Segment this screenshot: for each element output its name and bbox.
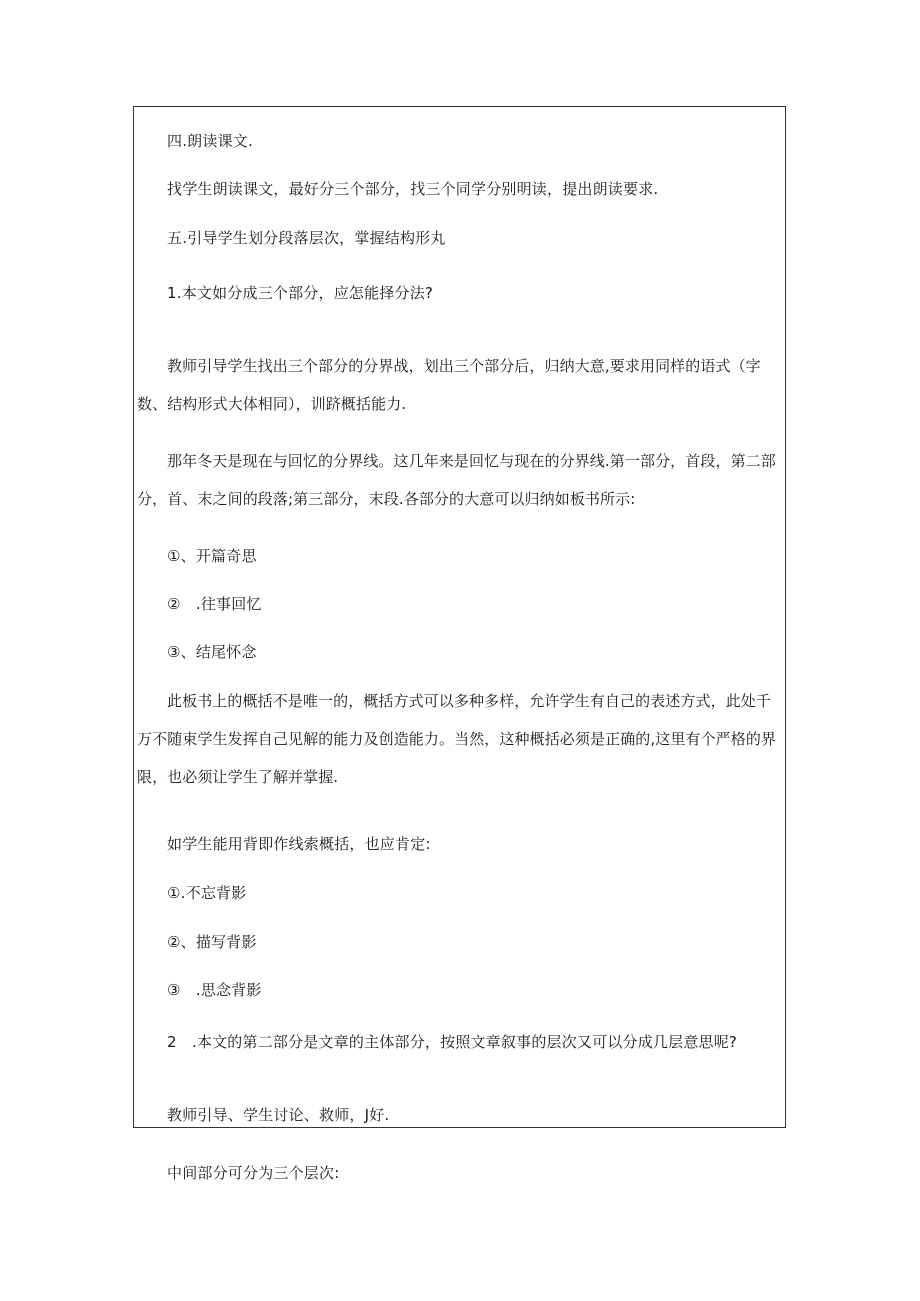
section-heading-structure: 五.引导学生划分段落层次，掌握结构形丸 [167, 229, 446, 247]
section-heading-read-aloud: 四.朗读课文. [167, 132, 253, 150]
board2-item-3: ③ .思念背影 [167, 981, 262, 999]
paragraph-division-lines: 那年冬天是现在与回忆的分界线。这几年来是回忆与现在的分界线.第一部分，首段，第二部分，首、末之间的段落;第三部分，末段.各部分的大意可以归纳如板书所示: [137, 452, 776, 508]
back-view-clue-line: 如学生能用背即作线索概括，也应肯定: [167, 835, 431, 853]
board-item-3: ③、结尾怀念 [167, 643, 257, 661]
middle-section-line: 中间部分可分为三个层次: [167, 1164, 340, 1182]
board2-item-1: ①.不忘背影 [167, 884, 247, 902]
lesson-plan-table-cell [133, 106, 786, 1128]
read-aloud-instruction: 找学生朗读课文，最好分三个部分，找三个同学分别明读，提出朗读要求. [167, 180, 659, 198]
question-one: 1.本文如分成三个部分，应怎能择分法? [167, 284, 434, 302]
paragraph-board-note: 此板书上的概括不是唯一的，概括方式可以多种多样，允许学生有自己的表述方式，此处千万不随束学生发挥自己见解的能力及创造能力。当然，这种概括必须是正确的,这里有个严格的界限，也必须让学生了解并掌握. [137, 692, 777, 786]
board-item-1: ①、开篇奇思 [167, 547, 257, 565]
question-two: 2 .本文的第二部分是文章的主体部分，按照文章叙事的层次又可以分成几层意思呢? [167, 1033, 738, 1051]
teacher-discussion-line: 教师引导、学生讨论、救师，J好. [167, 1106, 390, 1124]
paragraph-teacher-guide: 教师引导学生找出三个部分的分界战，划出三个部分后，归纳大意,要求用同样的语式（字数、结构形式大体相同），训跻概括能力. [137, 357, 761, 413]
board2-item-2: ②、描写背影 [167, 933, 257, 951]
board-item-2: ② .往事回忆 [167, 595, 262, 613]
